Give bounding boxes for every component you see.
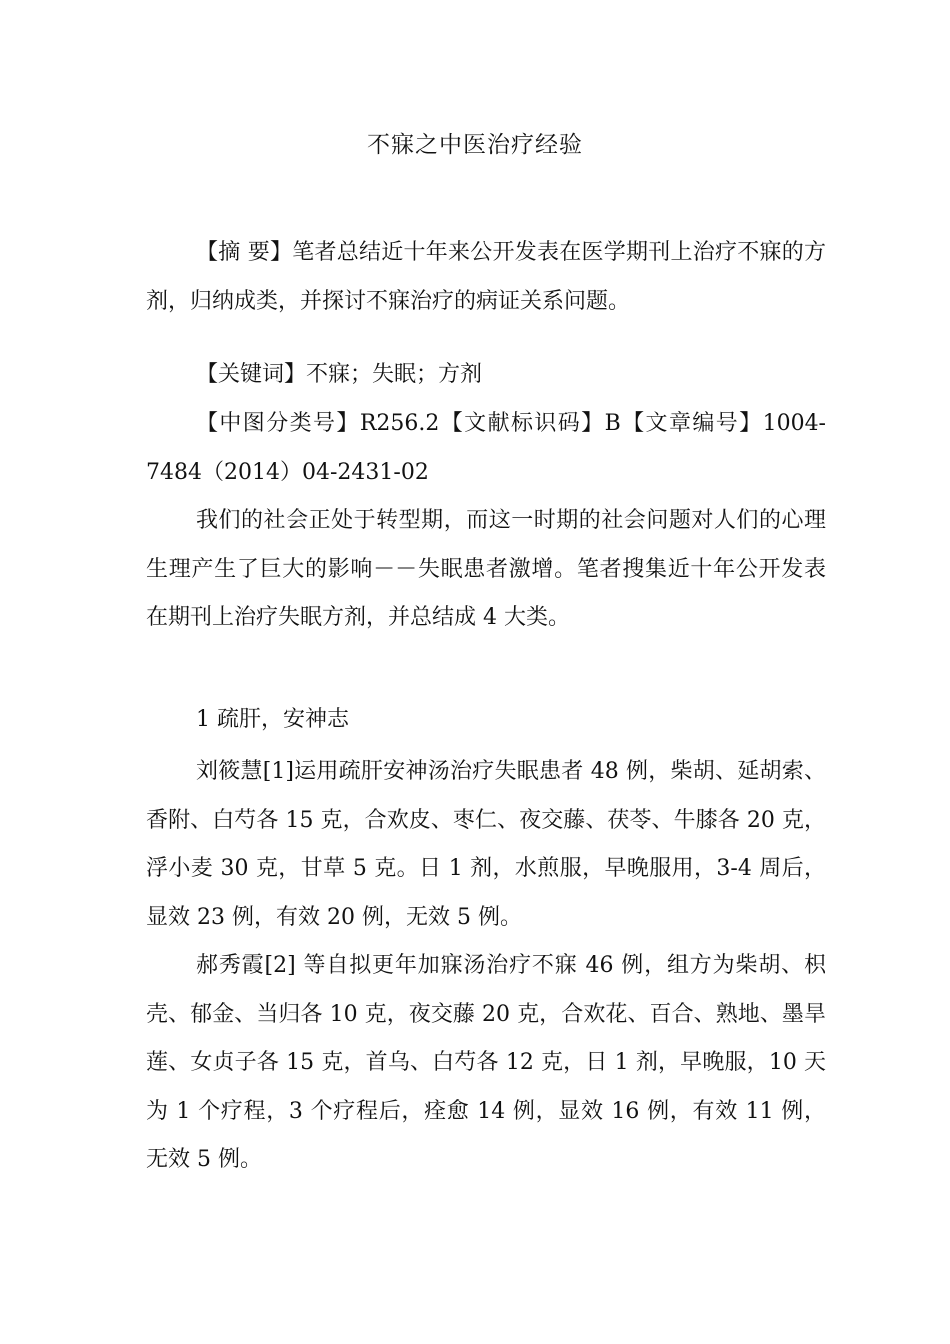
body-paragraph-1: 刘筱慧[1]运用疏肝安神汤治疗失眠患者 48 例，柴胡、延胡索、香附、白芍各 15 克，合欢皮、枣仁、夜交藤、茯苓、牛膝各 20 克，浮小麦 30 克，甘草 5 克。日 1 剂，水煎服，早晚服用，3-4 周后，显效 23 例，有效 20 例，无效 5 例。	[146, 759, 826, 930]
document-title: 不寐之中医治疗经验	[367, 132, 583, 158]
intro-paragraph: 我们的社会正处于转型期，而这一时期的社会问题对人们的心理生理产生了巨大的影响－－失眠患者激增。笔者搜集近十年公开发表在期刊上治疗失眠方剂，并总结成 4 大类。	[146, 508, 826, 630]
classification-info: 【中图分类号】R256.2【文献标识码】B【文章编号】1004-7484（2014）04-2431-02	[146, 411, 826, 485]
keywords-line: 【关键词】不寐；失眠；方剂	[196, 362, 483, 387]
section-heading: 1 疏肝，安神志	[196, 707, 349, 732]
body-paragraph-2: 郝秀霞[2] 等自拟更年加寐汤治疗不寐 46 例，组方为柴胡、枳壳、郁金、当归各 10 克，夜交藤 20 克，合欢花、百合、熟地、墨旱莲、女贞子各 15 克，首乌、白芍各 12 克，日 1 剂，早晚服，10 天为 1 个疗程，3 个疗程后，痊愈 14 例，显效 16 例，有效 11 例，无效 5 例。	[146, 953, 826, 1172]
abstract-paragraph: 【摘 要】笔者总结近十年来公开发表在医学期刊上治疗不寐的方剂，归纳成类，并探讨不寐治疗的病证关系问题。	[146, 240, 826, 314]
